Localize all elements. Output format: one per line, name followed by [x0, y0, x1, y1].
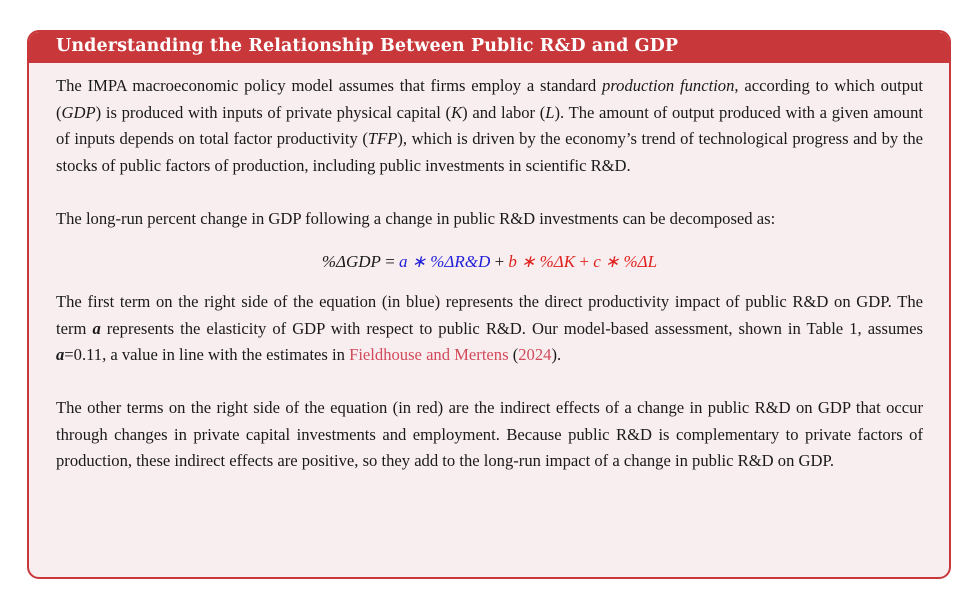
italic-term: production function: [602, 76, 735, 95]
paragraph-direct-effect: [56, 289, 923, 369]
equation-lhs: %ΔGDP: [321, 252, 381, 271]
equation-blue-term: a ∗ %ΔR&D: [399, 252, 491, 271]
citation-link-authors[interactable]: Fieldhouse and Mertens: [349, 345, 509, 364]
text: The IMPA macroeconomic policy model assumes that firms employ a standard: [56, 76, 603, 95]
equals-sign: =: [380, 252, 400, 271]
equation-red-term-labor: c ∗ %ΔL: [593, 252, 658, 271]
text: The first term on the right side of the equation (in blue) represents the direct productivity impact of public R&D on GDP. The term: [56, 292, 923, 338]
box-title: Understanding the Relationship Between Public R&D and GDP: [29, 32, 949, 63]
paragraph-decomposition-intro: The long-run percent change in GDP following a change in public R&D investments can be decomposed as:: [56, 208, 776, 228]
math-a: a: [56, 345, 65, 364]
paragraph-indirect-effects: The other terms on the right side of the equation (in red) are the indirect effects of a change in public R&D on GDP that occur through changes in private capital investments and employment. Because public R&D is complementary to private factors of production, these indirect effects are positive, so they add to the long-run impact of a change in public R&D on GDP.: [56, 398, 923, 470]
text: , according to which output (: [56, 76, 923, 122]
text: ), which is driven by the economy’s trend of technological progress and by the stocks of public factors of production, including public investments in scientific R&D.: [56, 129, 923, 175]
citation-link-year[interactable]: 2024: [518, 345, 552, 364]
text: ) and labor (: [462, 102, 546, 122]
gdp-equation: [56, 249, 923, 275]
math-k: K: [451, 102, 463, 122]
box-body: [29, 63, 949, 475]
math-tfp: TFP: [367, 129, 398, 148]
text: represents the elasticity of GDP with respect to public R&D. Our model-based assessment, shown in Table 1, assumes: [100, 318, 923, 338]
plus-sign-red: +: [575, 252, 594, 271]
paragraph-production-function: [56, 73, 923, 179]
text: ).: [551, 345, 562, 364]
text: =0.11, a value in line with the estimates in: [64, 345, 350, 364]
math-a: a: [92, 318, 101, 338]
text: ). The amount of output produced with a given amount of inputs depends on total factor productivity (: [56, 102, 924, 148]
math-l: L: [545, 102, 555, 122]
info-box: [27, 30, 951, 579]
plus-sign: +: [490, 252, 509, 271]
text: ) is produced with inputs of private physical capital (: [95, 102, 452, 122]
equation-red-term-capital: b ∗ %ΔK: [508, 252, 576, 271]
text: (: [508, 345, 519, 364]
math-gdp: GDP: [61, 102, 96, 122]
